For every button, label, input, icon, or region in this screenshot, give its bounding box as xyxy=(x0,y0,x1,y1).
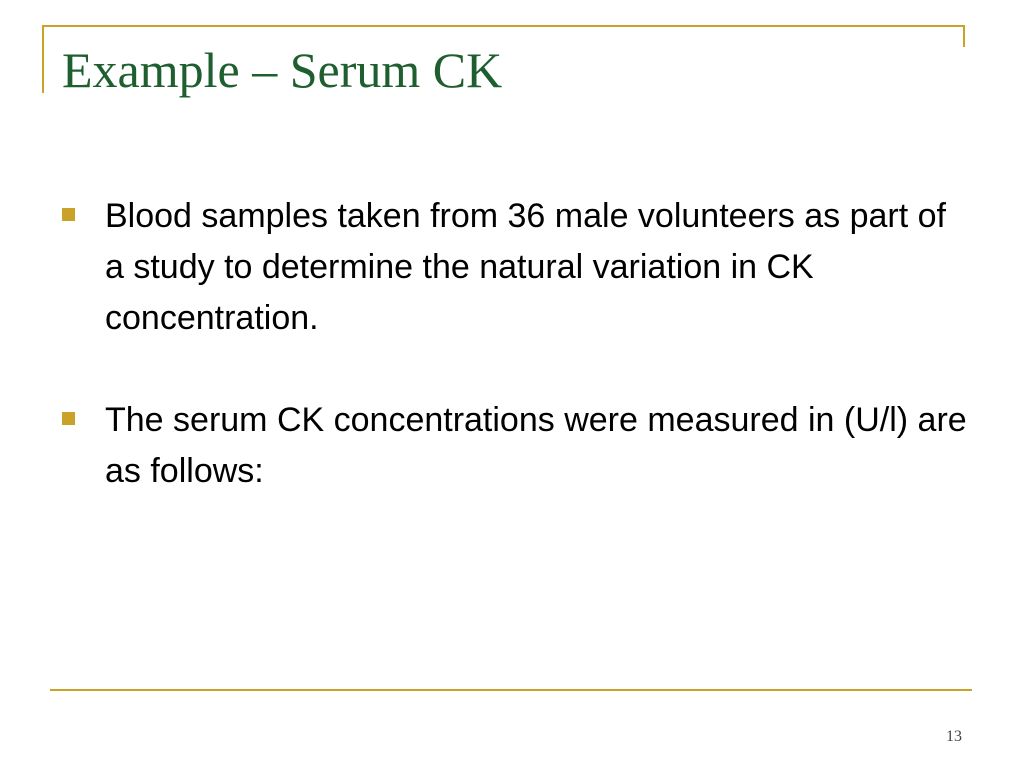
bullet-item xyxy=(62,191,967,344)
frame-left-rule xyxy=(42,25,44,93)
footer-rule xyxy=(50,689,972,691)
bullet-text: Blood samples taken from 36 male volunteers as part of a study to determine the natural variation in CK concentration. xyxy=(105,197,946,337)
slide-title: Example – Serum CK xyxy=(62,42,503,98)
frame-right-rule xyxy=(963,25,965,47)
frame-top-rule xyxy=(42,25,965,27)
square-bullet-icon xyxy=(62,208,75,221)
square-bullet-icon xyxy=(62,412,75,425)
bullet-item xyxy=(62,395,967,497)
bullet-list xyxy=(62,191,967,497)
bullet-text: The serum CK concentrations were measured in (U/l) are as follows: xyxy=(105,401,967,490)
page-number: 13 xyxy=(946,728,962,745)
